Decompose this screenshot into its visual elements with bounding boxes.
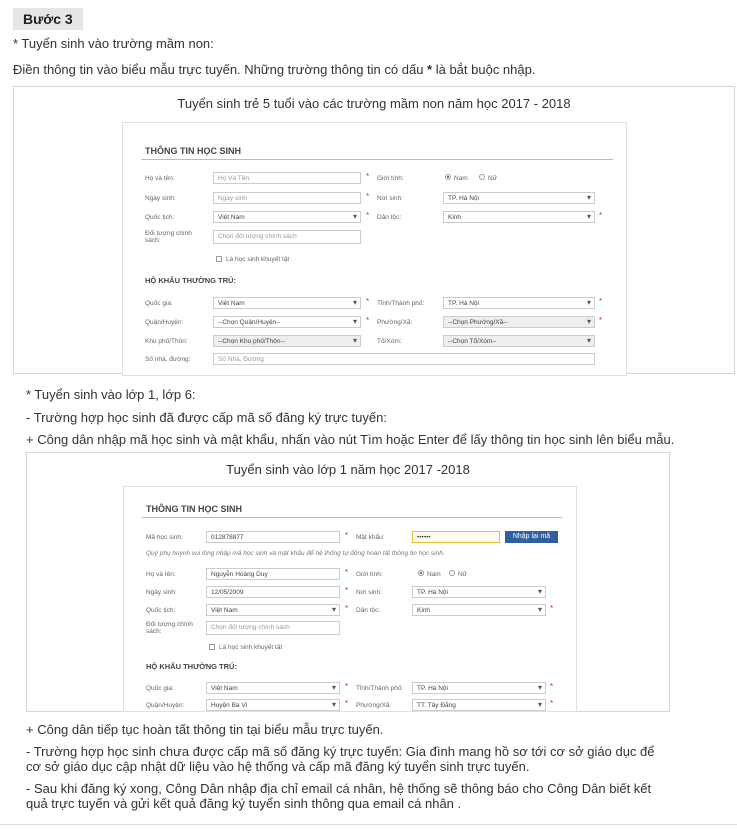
ethnic-label: Dân tộc: — [356, 607, 381, 614]
policy-input[interactable]: Chọn đối tượng chính sách — [206, 621, 340, 635]
nationality-select[interactable]: Việt Nam ▾ — [206, 604, 340, 616]
grade-continue: + Công dân tiếp tục hoàn tất thông tin tại biểu mẫu trực tuyến. — [26, 722, 384, 737]
name-label: Họ và tên: — [145, 175, 175, 182]
nationality-select[interactable]: Việt Nam ▾ — [213, 211, 361, 223]
student-code-label: Mã học sinh: — [146, 534, 183, 541]
district-select[interactable]: --Chọn Quận/Huyện-- ▾ — [213, 316, 361, 328]
dob-input[interactable]: 12/05/2009 — [206, 586, 340, 598]
grade-heading: * Tuyển sinh vào lớp 1, lớp 6: — [26, 387, 196, 402]
ward-select[interactable]: TT. Tây Đằng ▾ — [412, 699, 546, 711]
required-star: * — [599, 211, 603, 220]
country-select[interactable]: Việt Nam ▾ — [206, 682, 340, 694]
dob-label: Ngày sinh: — [146, 589, 177, 596]
grade-case2: - Trường hợp học sinh chưa được cấp mã số đăng ký trực tuyến: Gia đình mang hồ sơ tới cơ sở giáo dục để cơ sở giáo dục cập nhật dữ liệu vào hệ thống và cấp mã đăng ký tuyển sinh trực tuyến. — [26, 744, 655, 774]
district-label: Quận/Huyện: — [146, 702, 185, 709]
required-star: * — [366, 192, 370, 201]
gender-female-label: Nữ — [458, 571, 468, 578]
required-star: * — [366, 297, 370, 306]
required-star: * — [366, 172, 370, 181]
policy-label: Đối tượng chính sách: — [145, 230, 192, 244]
district-label: Quận/Huyện: — [145, 319, 184, 326]
dob-input[interactable]: Ngày sinh — [213, 192, 361, 204]
dob-label: Ngày sinh: — [145, 195, 176, 202]
required-star: * — [366, 211, 370, 220]
gender-female-radio[interactable] — [479, 174, 485, 180]
gender-male-label: Nam — [427, 571, 441, 578]
country-select[interactable]: Việt Nam ▾ — [213, 297, 361, 309]
kinder-heading: * Tuyển sinh vào trường mầm non: — [13, 36, 214, 51]
disabled-label: Là học sinh khuyết tật — [219, 644, 283, 651]
gender-male-label: Nam — [454, 175, 468, 182]
required-star: * — [345, 699, 349, 708]
ward-select[interactable]: --Chọn Phường/Xã-- ▾ — [443, 316, 595, 328]
province-select[interactable]: TP. Hà Nội ▾ — [412, 682, 546, 694]
country-label: Quốc gia: — [145, 300, 173, 307]
ethnic-select[interactable]: Kinh ▾ — [412, 604, 546, 616]
name-input[interactable]: Họ Và Tên — [213, 172, 361, 184]
required-star: * — [366, 316, 370, 325]
kinder-form-title: Tuyển sinh trẻ 5 tuổi vào các trường mầm non năm học 2017 - 2018 — [177, 96, 571, 111]
gender-label: Giới tính: — [356, 571, 383, 578]
birthplace-label: Nơi sinh: — [377, 195, 403, 202]
required-star: * — [550, 699, 554, 708]
student-code-input[interactable]: 012878877 — [206, 531, 340, 543]
required-star: * — [550, 682, 554, 691]
birthplace-select[interactable]: TP. Hà Nội ▾ — [412, 586, 546, 598]
required-star: * — [345, 586, 349, 595]
section-household: HỘ KHẨU THƯỜNG TRÚ: — [145, 276, 236, 285]
section-student-info: THÔNG TIN HỌC SINH — [146, 504, 242, 514]
province-select[interactable]: TP. Hà Nội ▾ — [443, 297, 595, 309]
ethnic-label: Dân tộc: — [377, 214, 402, 221]
disabled-checkbox[interactable] — [209, 644, 215, 650]
required-star: * — [599, 316, 603, 325]
group-label: Tổ/Xóm: — [377, 338, 402, 345]
name-input[interactable]: Nguyễn Hoàng Duy — [206, 568, 340, 580]
hamlet-select[interactable]: --Chọn Khu phố/Thôn-- ▾ — [213, 335, 361, 347]
gender-label: Giới tính: — [377, 175, 404, 182]
province-label: Tỉnh/Thành phố: — [377, 300, 425, 307]
grade-case1-step: + Công dân nhập mã học sinh và mật khẩu, nhấn vào nút Tìm hoặc Enter để lấy thông tin học sinh lên biểu mẫu. — [26, 432, 675, 447]
district-select[interactable]: Huyện Ba Vì ▾ — [206, 699, 340, 711]
step-badge: Bước 3 — [13, 8, 83, 30]
street-label: Số nhà, đường: — [145, 356, 191, 363]
disabled-label: Là học sinh khuyết tật — [226, 256, 290, 263]
street-input[interactable]: Số Nhà, Đường — [213, 353, 595, 365]
gender-male-radio[interactable] — [418, 570, 424, 576]
required-star: * — [345, 531, 349, 540]
grade-form-title: Tuyển sinh vào lớp 1 năm học 2017 -2018 — [226, 462, 470, 477]
gender-female-label: Nữ — [488, 175, 498, 182]
required-star: * — [345, 568, 349, 577]
kinder-form-frame — [13, 86, 735, 374]
kinder-instruction: Điền thông tin vào biểu mẫu trực tuyến. Những trường thông tin có dấu * là bắt buộc nhập. — [13, 62, 536, 77]
country-label: Quốc gia: — [146, 685, 174, 692]
grade-form — [123, 486, 577, 712]
disabled-checkbox[interactable] — [216, 256, 222, 262]
nationality-label: Quốc tịch: — [145, 214, 175, 221]
ward-label: Phường/Xã: — [377, 319, 413, 326]
ethnic-select[interactable]: Kinh ▾ — [443, 211, 595, 223]
reset-code-button[interactable]: Nhập lại mã — [505, 531, 558, 543]
required-star: * — [550, 604, 554, 613]
birthplace-select[interactable]: TP. Hà Nội ▾ — [443, 192, 595, 204]
policy-input[interactable]: Chọn đối tượng chính sách — [213, 230, 361, 244]
grade-case1: - Trường hợp học sinh đã được cấp mã số đăng ký trực tuyến: — [26, 410, 387, 425]
kinder-form — [122, 122, 627, 376]
required-star: * — [345, 604, 349, 613]
gender-male-radio[interactable] — [445, 174, 451, 180]
province-label: Tỉnh/Thành phố: — [356, 685, 404, 692]
ward-label: Phường/Xã: — [356, 702, 392, 709]
password-input[interactable]: •••••• — [412, 531, 500, 543]
name-label: Họ và tên: — [146, 571, 176, 578]
section-student-info: THÔNG TIN HỌC SINH — [145, 146, 241, 156]
grade-case3: - Sau khi đăng ký xong, Công Dân nhập địa chỉ email cá nhân, hệ thống sẽ thông báo cho Công Dân biết kết quả trực tuyến và gửi kết quả đăng ký tuyển sinh thông qua email cá nhân . — [26, 781, 652, 811]
hamlet-label: Khu phố/Thôn: — [145, 338, 188, 345]
nationality-label: Quốc tịch: — [146, 607, 176, 614]
required-star: * — [599, 297, 603, 306]
auto-fill-note: Quý phụ huynh vui lòng nhập mã học sinh và mật khẩu để hệ thống tự động hoàn tất thông tin học sinh. — [146, 550, 445, 557]
grade-form-frame — [26, 452, 670, 712]
birthplace-label: Nơi sinh: — [356, 589, 382, 596]
group-select[interactable]: --Chọn Tổ/Xóm-- ▾ — [443, 335, 595, 347]
required-star: * — [345, 682, 349, 691]
policy-label: Đối tượng chính sách: — [146, 621, 193, 635]
section-household: HỘ KHẨU THƯỜNG TRÚ: — [146, 662, 237, 671]
divider — [0, 824, 737, 825]
gender-female-radio[interactable] — [449, 570, 455, 576]
password-label: Mật khẩu: — [356, 534, 385, 541]
